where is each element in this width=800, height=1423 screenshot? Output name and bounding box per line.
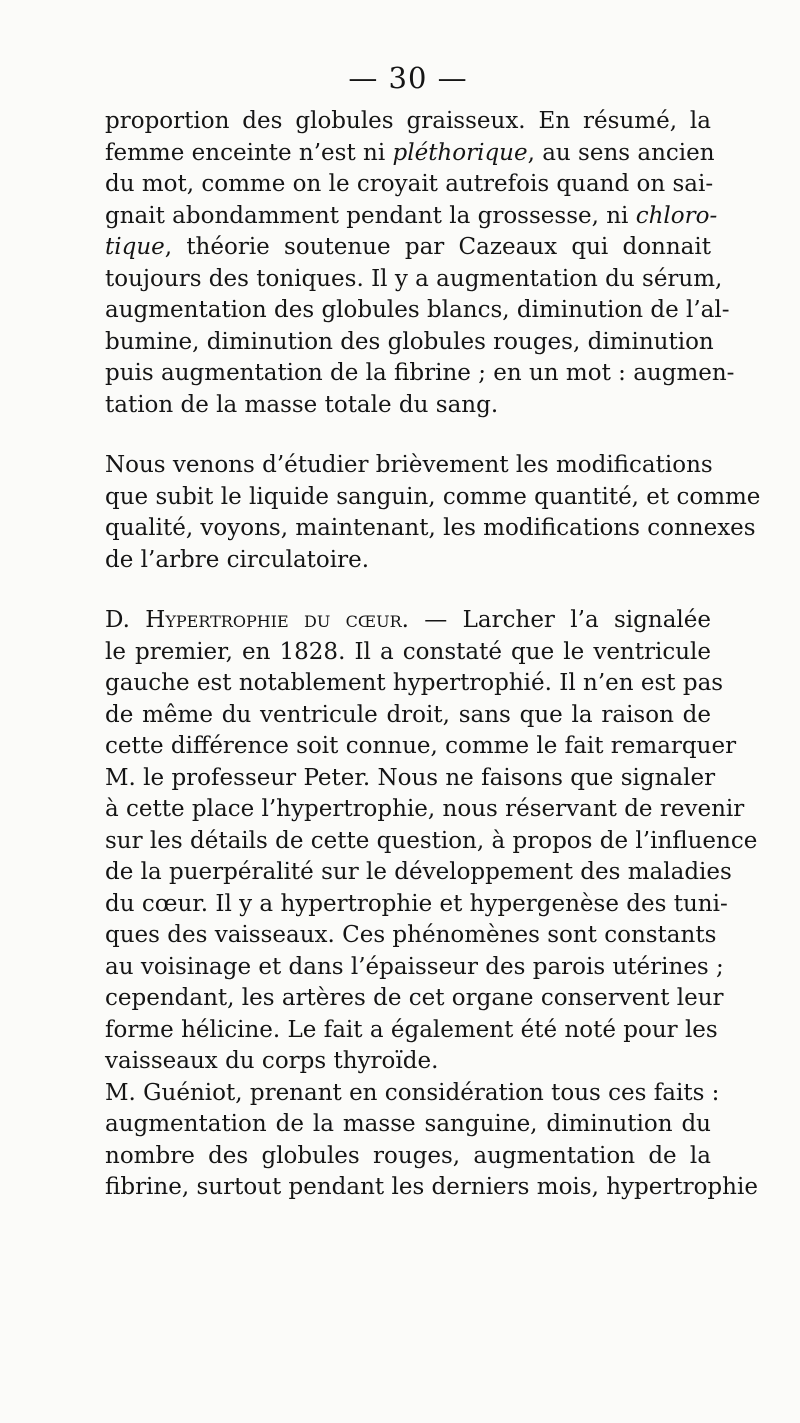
text-line: bumine, diminution des globules rouges, diminution <box>105 328 714 355</box>
text-line: fibrine, surtout pendant les derniers mois, hypertrophie <box>105 1174 758 1200</box>
text-line: au voisinage et dans l’épaisseur des parois utérines ; <box>105 953 724 980</box>
text-line: D. Hypertrophie du cœur. — Larcher l’a signalée <box>105 607 711 633</box>
text-line: M. le professeur Peter. Nous ne faisons que signaler <box>105 764 716 791</box>
text-line: qualité, voyons, maintenant, les modifications connexes <box>105 515 756 541</box>
text-line: toujours des toniques. Il y a augmentation du sérum, <box>105 265 723 292</box>
text-line: forme hélicine. Le fait a également été noté pour les <box>105 1016 718 1043</box>
text-line: du mot, comme on le croyait autrefois quand on sai- <box>105 171 714 197</box>
text-line: cette différence soit connue, comme le fait remarquer <box>105 733 737 759</box>
text-line: tation de la masse totale du sang. <box>105 391 499 418</box>
italic-term: chloro- <box>635 202 718 229</box>
text-line: tique, théorie soutenue par Cazeaux qui donnait <box>105 234 711 260</box>
text-line: gnait abondamment pendant la grossesse, ni chloro- <box>105 202 718 229</box>
text-line: femme enceinte n’est ni pléthorique, au sens ancien <box>105 139 715 166</box>
text-line: de même du ventricule droit, sans que la raison de <box>105 701 711 728</box>
text-line: augmentation des globules blancs, diminution de l’al- <box>105 297 730 323</box>
text-line: du cœur. Il y a hypertrophie et hypergenèse des tuni- <box>105 890 728 917</box>
book-page <box>105 61 761 1204</box>
text-line: sur les détails de cette question, à propos de l’influence <box>105 827 758 854</box>
text-line: de la puerpéralité sur le développement des maladies <box>105 859 732 885</box>
text-line: le premier, en 1828. Il a constaté que le ventricule <box>105 638 711 665</box>
text-line: ques des vaisseaux. Ces phénomènes sont constants <box>105 922 717 948</box>
text-line: augmentation de la masse sanguine, diminution du <box>105 1111 711 1137</box>
text-line: proportion des globules graisseux. En résumé, la <box>105 108 711 134</box>
paragraph <box>105 1078 758 1204</box>
text-line: que subit le liquide sanguin, comme quantité, et comme <box>105 483 761 510</box>
italic-term: tique <box>105 234 165 260</box>
text-line: nombre des globules rouges, augmentation de la <box>105 1142 711 1169</box>
paragraph <box>105 106 735 421</box>
italic-term: pléthorique <box>392 139 528 166</box>
text-line: Nous venons d’étudier brièvement les modifications <box>105 452 713 478</box>
text-line: puis augmentation de la fibrine ; en un mot : augmen- <box>105 360 735 386</box>
section-heading: Hypertrophie du cœur. <box>145 607 409 633</box>
text-line: de l’arbre circulatoire. <box>105 546 370 573</box>
text-line: M. Guéniot, prenant en considération tous ces faits : <box>105 1079 720 1106</box>
page-body-text <box>105 106 761 1204</box>
paragraph-gap <box>105 421 711 450</box>
text-line: vaisseaux du corps thyroïde. <box>105 1048 439 1074</box>
paragraph <box>105 450 761 576</box>
text-line: à cette place l’hypertrophie, nous réservant de revenir <box>105 796 745 822</box>
page-number: — 30 — <box>348 61 468 95</box>
paragraph-gap <box>105 576 711 605</box>
paragraph <box>105 605 758 1078</box>
text-line: gauche est notablement hypertrophié. Il n’en est pas <box>105 670 724 696</box>
text-line: cependant, les artères de cet organe conservent leur <box>105 985 724 1011</box>
